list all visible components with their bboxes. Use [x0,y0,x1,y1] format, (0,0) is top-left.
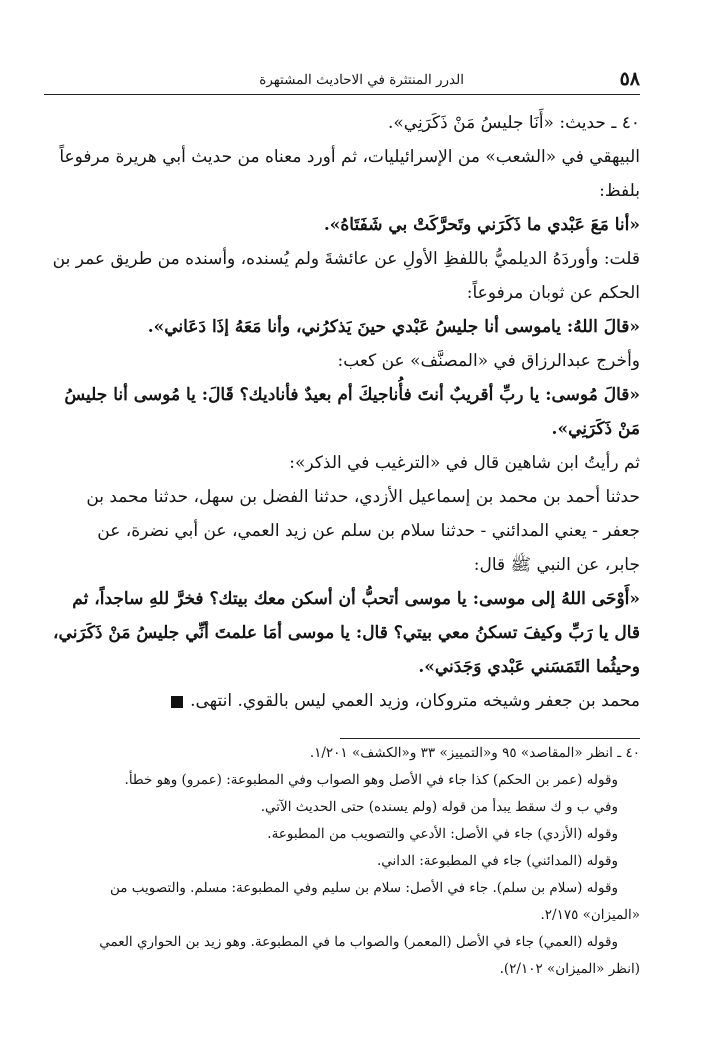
text-line: البيهقي في «الشعب» من الإسرائيليات، ثم أورد معناه من حديث أبي هريرة مرفوعاً [59,147,640,167]
end-square-icon [171,696,183,708]
closing-text: محمد بن جعفر وشيخه متروكان، وزيد العمي ليس بالقوي. انتهى. [190,691,640,711]
closing-line [44,684,640,718]
footnote-line: وقوله (الأزدي) جاء في الأصل: الأدعي والتصويب من المطبوعة. [267,826,618,842]
text-line: بلفظ: [599,181,640,201]
text-line: جابر، عن النبي ﷺ قال: [473,555,640,575]
footnote-line: وقوله (العمي) جاء في الأصل (المعمر) والصواب ما في المطبوعة. وهو زيد بن الحواري العمي [99,934,618,950]
page-header [44,70,640,95]
footnote-line: وفي ب و ك سقط يبدأ من قوله (ولم يسنده) حتى الحديث الآتي. [260,799,618,815]
running-title: الدرر المنتثرة في الاحاديث المشتهرة [259,72,464,88]
hadith-text-line: «قالَ اللهُ: ياموسى أنا جليسُ عَبْدي حينَ يَذكرُني، وأنا مَعَهُ إذَا دَعَاني». [147,317,640,337]
footnotes [44,740,640,983]
text-line: وأخرج عبدالرزاق في «المصنَّف» عن كعب: [337,351,640,371]
footnote-line: وقوله (سلام بن سلم). جاء في الأصل: سلام بن سليم وفي المطبوعة: مسلم. والتصويب من [109,880,618,896]
text-line: الحكم عن ثوبان مرفوعاً: [466,283,640,303]
main-text [44,106,640,718]
hadith-text-line: «أنا مَعَ عَبْدي ما ذَكَرَني وتَحرَّكَتْ بي شَفَتَاهُ». [323,215,640,235]
hadith-text-line: وحيثُما التَمَسَني عَبْدي وَجَدَني». [418,657,640,677]
text-line: ٤٠ ـ حديث: «أَنَا جليسُ مَنْ ذَكَرَنِي». [387,113,640,133]
text-line: حدثنا أحمد بن محمد بن إسماعيل الأزدي، حدثنا الفضل بن سهل، حدثنا محمد بن [86,487,640,507]
hadith-text-line: قال يا رَبِّ وكيفَ تسكنُ معي بيتي؟ قال: يا موسى أمَا علمتَ أنِّي جليسُ مَنْ ذَكَرَني، [53,623,640,643]
hadith-text-line: مَنْ ذَكَرَنِي». [551,419,640,439]
text-line: جعفر - يعني المدائني - حدثنا سلام بن سلم عن زيد العمي، عن أبي نضرة، عن [97,521,640,541]
hadith-text-line: «قالَ مُوسى: يا ربِّ أقريبٌ أنتَ فأُناجيكَ أم بعيدٌ فأناديك؟ قَالَ: يا مُوسى أنا جليسُ [64,385,640,405]
footnote-line: (انظر «الميزان» ٢/١٠٢). [499,961,640,977]
hadith-text-line: «أَوْحَى اللهُ إلى موسى: يا موسى أتحبُّ أن أسكن معك بيتك؟ فخرَّ للهِ ساجداً، ثم [72,589,640,609]
footnote-line: وقوله (المدائني) جاء في المطبوعة: الداني. [376,853,618,869]
footnote-divider [340,738,640,739]
text-line: ثم رأيتُ ابن شاهين قال في «الترغيب في الذكر»: [289,453,640,473]
page-number: ٥٨ [619,68,640,90]
footnote-line: ٤٠ ـ انظر «المقاصد» ٩٥ و«التمييز» ٣٣ و«الكشف» ١/٢٠١. [309,745,640,761]
footnote-line: «الميزان» ٢/١٧٥. [540,907,640,923]
text-line: قلت: وأوردَهُ الديلميُّ باللفظِ الأولِ عن عائشةَ ولم يُسنده، وأسنده من طريق عمر بن [52,249,640,269]
footnote-line: وقوله (عمر بن الحكم) كذا جاء في الأصل وهو الصواب وفي المطبوعة: (عمرو) وهو خطأ. [124,772,618,788]
